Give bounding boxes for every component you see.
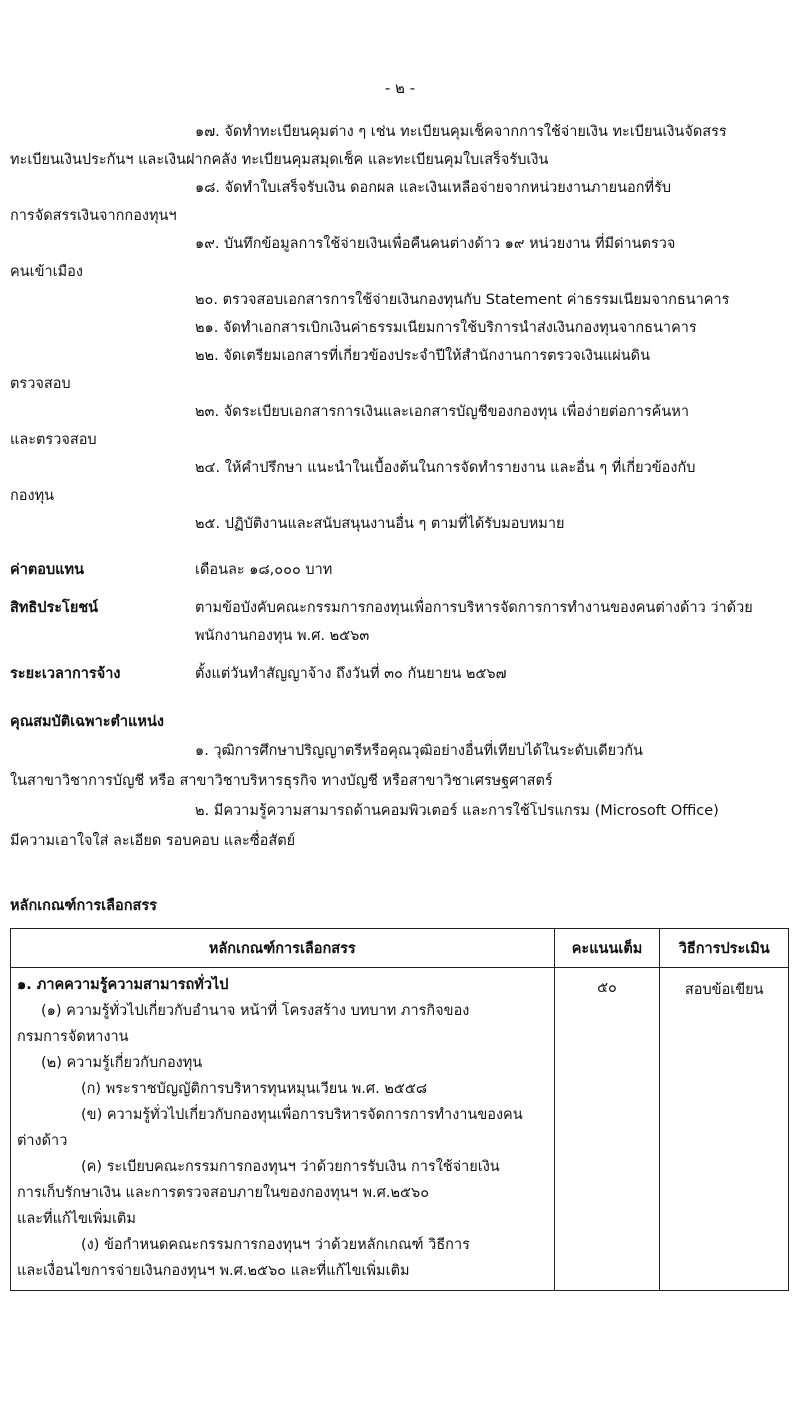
qualification-text: ๒. มีความรู้ความสามารถด้านคอมพิวเตอร์ และการใช้โปรแกรม (Microsoft Office)	[195, 803, 719, 819]
qualifications-section	[10, 708, 786, 856]
qualification-text-continued: ในสาขาวิชาการบัญชี หรือ สาขาวิชาบริหารธุรกิจ ทางบัญชี หรือสาขาวิชาเศรษฐศาสตร์	[10, 773, 553, 789]
duty-item	[10, 454, 786, 510]
duty-text: ๒๑. จัดทำเอกสารเบิกเงินค่าธรรมเนียมการใช้บริการนำส่งเงินกองทุนจากธนาคาร	[195, 320, 697, 336]
duty-text: ๑๘. จัดทำใบเสร็จรับเงิน ดอกผล และเงินเหลือจ่ายจากหน่วยงานภายนอกที่รับ	[195, 180, 672, 196]
period-value: ตั้งแต่วันทำสัญญาจ้าง ถึงวันที่ ๓๐ กันยายน ๒๕๖๗	[195, 666, 507, 682]
criteria-line: และที่แก้ไขเพิ่มเติม	[17, 1211, 136, 1227]
table-header-row	[11, 929, 789, 968]
page-number: - ๒ -	[384, 79, 416, 97]
criteria-cell	[11, 968, 555, 1291]
benefit-value: ตามข้อบังคับคณะกรรมการกองทุนเพื่อการบริหารจัดการการทำงานของคนต่างด้าว ว่าด้วยพนักงานกองทุน พ.ศ. ๒๕๖๓	[195, 600, 753, 644]
duty-text-continued: ตรวจสอบ	[10, 376, 71, 392]
period-row	[10, 660, 786, 688]
criteria-line: (๑) ความรู้ทั่วไปเกี่ยวกับอำนาจ หน้าที่ โครงสร้าง บทบาท ภารกิจของ	[41, 1003, 470, 1019]
duty-text: ๒๕. ปฏิบัติงานและสนับสนุนงานอื่น ๆ ตามที่ได้รับมอบหมาย	[195, 516, 565, 532]
duty-text: ๒๔. ให้คำปรึกษา แนะนำในเบื้องต้นในการจัดทำรายงาน และอื่น ๆ ที่เกี่ยวข้องกับ	[195, 460, 696, 476]
table-row	[11, 968, 789, 1291]
qualification-item	[10, 736, 786, 796]
duty-item	[10, 230, 786, 286]
criteria-line: (ค) ระเบียบคณะกรรมการกองทุนฯ ว่าด้วยการรับเงิน การใช้จ่ายเงิน	[81, 1159, 500, 1175]
qualification-item	[10, 796, 786, 856]
salary-label: ค่าตอบแทน	[10, 562, 84, 578]
criteria-line: (ก) พระราชบัญญัติการบริหารทุนหมุนเวียน พ.ศ. ๒๕๕๘	[81, 1081, 428, 1097]
duty-text: ๒๒. จัดเตรียมเอกสารที่เกี่ยวข้องประจำปีให้สำนักงานการตรวจเงินแผ่นดิน	[195, 348, 650, 364]
section-title: ๑. ภาคความรู้ความสามารถทั่วไป	[17, 977, 229, 993]
criteria-line: (๒) ความรู้เกี่ยวกับกองทุน	[41, 1055, 203, 1071]
criteria-line: (ง) ข้อกำหนดคณะกรรมการกองทุนฯ ว่าด้วยหลักเกณฑ์ วิธีการ	[81, 1237, 470, 1253]
criteria-line: ต่างด้าว	[17, 1133, 68, 1149]
qualifications-title: คุณสมบัติเฉพาะตำแหน่ง	[10, 714, 164, 730]
criteria-line: และเงื่อนไขการจ่ายเงินกองทุนฯ พ.ศ.๒๕๖๐ และที่แก้ไขเพิ่มเติม	[17, 1263, 410, 1279]
qualification-text-continued: มีความเอาใจใส่ ละเอียด รอบคอบ และซื่อสัตย์	[10, 833, 296, 849]
full-score-cell: ๕๐	[554, 968, 660, 1291]
duty-item	[10, 286, 786, 314]
duties-list	[10, 118, 786, 538]
criteria-line: กรมการจัดหางาน	[17, 1029, 129, 1045]
header-criteria: หลักเกณฑ์การเลือกสรร	[11, 929, 555, 968]
criteria-line: การเก็บรักษาเงิน และการตรวจสอบภายในของกองทุนฯ พ.ศ.๒๕๖๐	[17, 1185, 430, 1201]
benefit-label: สิทธิประโยชน์	[10, 600, 99, 616]
benefit-row	[10, 594, 786, 650]
duty-text-continued: คนเข้าเมือง	[10, 264, 83, 280]
criteria-line: (ข) ความรู้ทั่วไปเกี่ยวกับกองทุนเพื่อการบริหารจัดการการทำงานของคน	[81, 1107, 523, 1123]
salary-value: เดือนละ ๑๘,๐๐๐ บาท	[195, 562, 333, 578]
duty-text: ๒๐. ตรวจสอบเอกสารการใช้จ่ายเงินกองทุนกับ Statement ค่าธรรมเนียมจากธนาคาร	[195, 292, 730, 308]
duty-item	[10, 398, 786, 454]
header-full-score: คะแนนเต็ม	[554, 929, 660, 968]
duty-item	[10, 510, 786, 538]
duty-text-continued: การจัดสรรเงินจากกองทุนฯ	[10, 208, 177, 224]
duty-text: ๑๙. บันทึกข้อมูลการใช้จ่ายเงินเพื่อคืนคนต่างด้าว ๑๙ หน่วยงาน ที่มีด่านตรวจ	[195, 236, 676, 252]
duty-text-continued: กองทุน	[10, 488, 55, 504]
period-label: ระยะเวลาการจ้าง	[10, 666, 121, 682]
header-method: วิธีการประเมิน	[660, 929, 789, 968]
duty-item	[10, 342, 786, 398]
duty-text-continued: และตรวจสอบ	[10, 432, 97, 448]
duty-item	[10, 174, 786, 230]
criteria-title: หลักเกณฑ์การเลือกสรร	[10, 898, 157, 914]
method-cell: สอบข้อเขียน	[660, 968, 789, 1291]
duty-item	[10, 118, 786, 174]
duty-item	[10, 314, 786, 342]
employment-terms	[10, 556, 786, 698]
duty-text: ๒๓. จัดระเบียบเอกสารการเงินและเอกสารบัญชีของกองทุน เพื่อง่ายต่อการค้นหา	[195, 404, 689, 420]
salary-row	[10, 556, 786, 584]
qualification-text: ๑. วุฒิการศึกษาปริญญาตรีหรือคุณวุฒิอย่างอื่นที่เทียบได้ในระดับเดียวกัน	[195, 743, 643, 759]
duty-text: ๑๗. จัดทำทะเบียนคุมต่าง ๆ เช่น ทะเบียนคุมเช็คจากการใช้จ่ายเงิน ทะเบียนเงินจัดสรร	[195, 124, 727, 140]
duty-text-continued: ทะเบียนเงินประกันฯ และเงินฝากคลัง ทะเบียนคุมสมุดเช็ค และทะเบียนคุมใบเสร็จรับเงิน	[10, 152, 549, 168]
criteria-table	[10, 928, 789, 1291]
